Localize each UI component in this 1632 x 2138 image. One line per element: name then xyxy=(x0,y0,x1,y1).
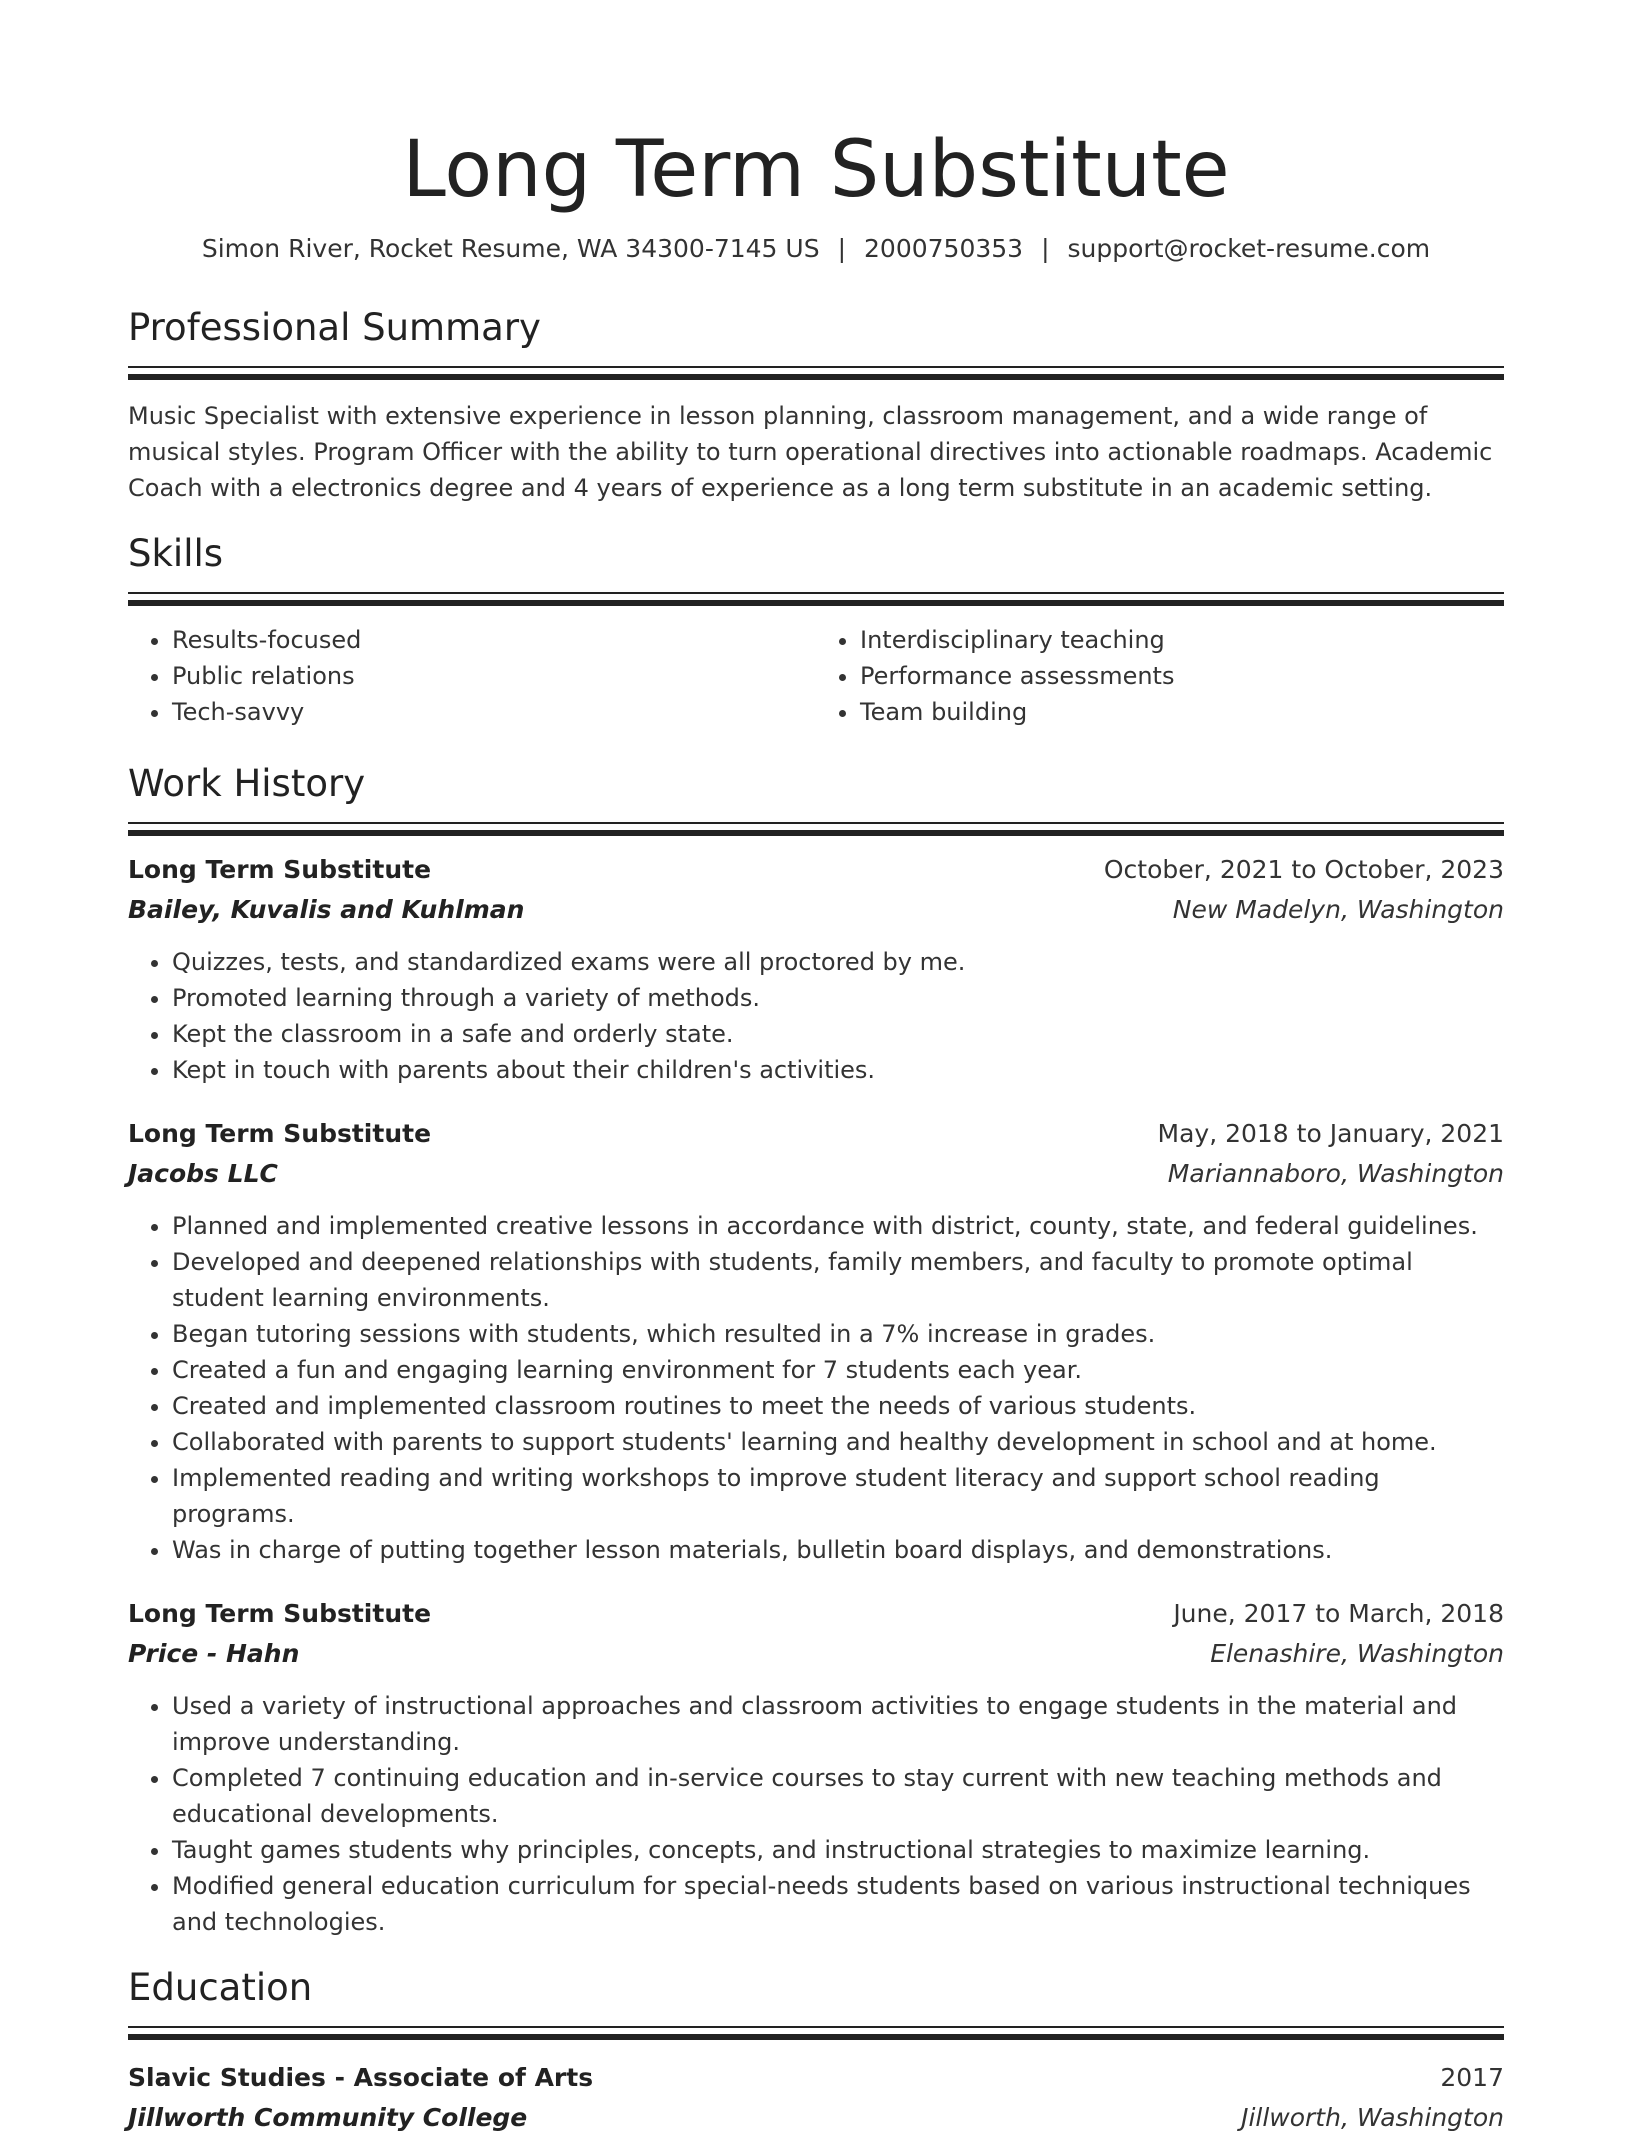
job-duty: • Kept in touch with parents about their children's activities. xyxy=(172,1052,1504,1088)
job-duty: • Created and implemented classroom routines to meet the needs of various students. xyxy=(172,1388,1504,1424)
job-duty: • Quizzes, tests, and standardized exams were all proctored by me. xyxy=(172,944,1504,980)
job-duty: • Modified general education curriculum for special-needs students based on various instructional techniques and technologies. xyxy=(172,1868,1504,1940)
skill-item: • Performance assessments xyxy=(860,658,1504,694)
job-duty: • Taught games students why principles, concepts, and instructional strategies to maximize learning. xyxy=(172,1832,1504,1868)
job-location: New Madelyn, Washington xyxy=(1172,895,1504,924)
job-entry xyxy=(128,850,1504,1088)
section-heading-skills: Skills xyxy=(128,532,224,575)
education-degree: Slavic Studies - Associate of Arts xyxy=(128,2063,594,2092)
job-duty: • Completed 7 continuing education and in-service courses to stay current with new teaching methods and educational developments. xyxy=(172,1760,1504,1832)
job-dates: May, 2018 to January, 2021 xyxy=(1157,1119,1504,1148)
job-duty: • Implemented reading and writing workshops to improve student literacy and support school reading programs. xyxy=(172,1460,1504,1532)
section-divider xyxy=(128,592,1504,606)
job-duty: • Developed and deepened relationships with students, family members, and faculty to promote optimal student learning environments. xyxy=(172,1244,1504,1316)
education-location: Jillworth, Washington xyxy=(1241,2103,1504,2132)
resume-page xyxy=(128,0,1504,2138)
summary-text: Music Specialist with extensive experience in lesson planning, classroom management, and a wide range of musical styles. Program Officer with the ability to turn operational directives into actionable roadmaps. Academic Coach with a electronics degree and 4 years of experience as a long term substitute in an academic setting. xyxy=(128,402,1493,502)
section-divider xyxy=(128,2026,1504,2040)
section-heading-summary: Professional Summary xyxy=(128,306,541,349)
education-entry xyxy=(128,2058,1504,2138)
skill-item: • Team building xyxy=(860,694,1504,730)
job-location: Mariannaboro, Washington xyxy=(1167,1159,1504,1188)
education-school: Jillworth Community College xyxy=(128,2103,528,2132)
skills-list-left xyxy=(128,622,816,730)
job-duty: • Began tutoring sessions with students, which resulted in a 7% increase in grades. xyxy=(172,1316,1504,1352)
section-heading-work-history: Work History xyxy=(128,762,366,805)
skill-item: • Results-focused xyxy=(172,622,816,658)
education-year: 2017 xyxy=(1440,2063,1504,2092)
section-divider xyxy=(128,366,1504,380)
job-location: Elenashire, Washington xyxy=(1210,1639,1504,1668)
job-duty: • Was in charge of putting together lesson materials, bulletin board displays, and demonstrations. xyxy=(172,1532,1504,1568)
job-duty: • Created a fun and engaging learning environment for 7 students each year. xyxy=(172,1352,1504,1388)
job-duty: • Used a variety of instructional approaches and classroom activities to engage students in the material and improve understanding. xyxy=(172,1688,1504,1760)
resume-title: Long Term Substitute xyxy=(402,125,1230,215)
job-entry xyxy=(128,1594,1504,1940)
summary-section xyxy=(128,304,1504,506)
contact-phone: 2000750353 xyxy=(864,234,1024,263)
section-heading-education: Education xyxy=(128,1966,313,2009)
job-duties xyxy=(128,1208,1504,1568)
contact-separator: | xyxy=(837,234,847,263)
job-title: Long Term Substitute xyxy=(128,1119,432,1148)
job-company: Bailey, Kuvalis and Kuhlman xyxy=(128,895,525,924)
contact-line xyxy=(128,232,1504,266)
job-dates: October, 2021 to October, 2023 xyxy=(1103,855,1504,884)
skills-section xyxy=(128,530,1504,730)
contact-email: support@rocket-resume.com xyxy=(1067,234,1431,263)
job-duty: • Collaborated with parents to support students' learning and healthy development in school and at home. xyxy=(172,1424,1504,1460)
job-title: Long Term Substitute xyxy=(128,855,432,884)
skills-columns xyxy=(128,622,1504,730)
job-duty: • Planned and implemented creative lessons in accordance with district, county, state, and federal guidelines. xyxy=(172,1208,1504,1244)
job-duties xyxy=(128,1688,1504,1940)
skill-item: • Public relations xyxy=(172,658,816,694)
skill-item: • Tech-savvy xyxy=(172,694,816,730)
skills-list-right xyxy=(816,622,1504,730)
contact-address: Simon River, Rocket Resume, WA 34300-7145 US xyxy=(201,234,820,263)
contact-separator: | xyxy=(1041,234,1050,263)
job-duty: • Promoted learning through a variety of methods. xyxy=(172,980,1504,1016)
job-company: Price - Hahn xyxy=(128,1639,300,1668)
job-company: Jacobs LLC xyxy=(128,1159,278,1188)
job-duty: • Kept the classroom in a safe and orderly state. xyxy=(172,1016,1504,1052)
job-dates: June, 2017 to March, 2018 xyxy=(1173,1599,1504,1628)
job-entry xyxy=(128,1114,1504,1568)
section-divider xyxy=(128,822,1504,836)
skill-item: • Interdisciplinary teaching xyxy=(860,622,1504,658)
work-history-section xyxy=(128,760,1504,1940)
job-duties xyxy=(128,944,1504,1088)
job-title: Long Term Substitute xyxy=(128,1599,432,1628)
